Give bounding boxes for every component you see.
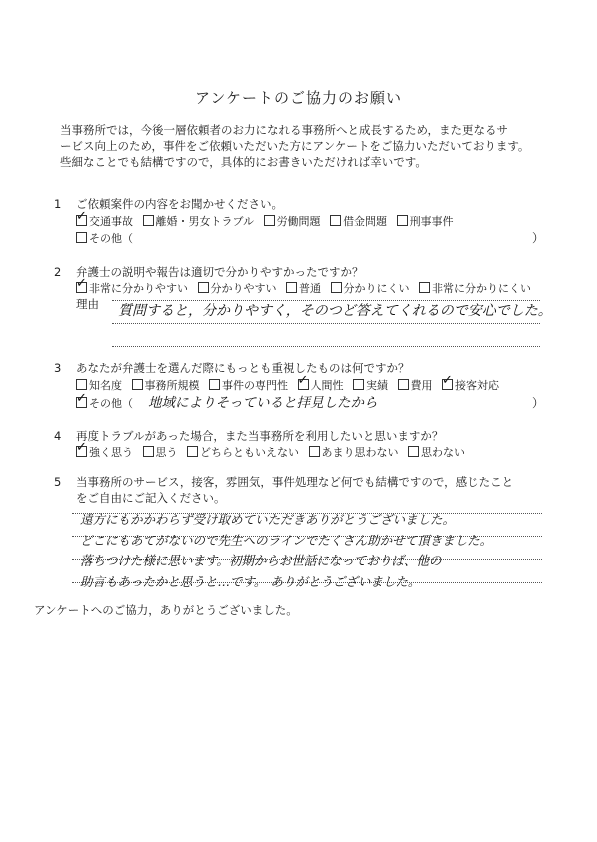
intro-line-1: 当事務所では，今後一層依頼者のお力になれる事務所へと成長するため，また更なるサ — [60, 123, 509, 137]
page-title: アンケートのご協力のお願い — [194, 89, 403, 107]
q3-option-3[interactable]: 事件の専門性 — [209, 377, 288, 393]
q3-option-5[interactable]: 実績 — [353, 377, 388, 393]
dotted-line — [112, 346, 540, 347]
checkbox-checked[interactable] — [76, 215, 87, 226]
q2-option-1[interactable]: ✓非常に分かりやすい — [76, 280, 188, 296]
checkbox[interactable] — [143, 446, 154, 457]
q2-option-3[interactable]: 普通 — [286, 280, 321, 296]
checkbox[interactable] — [397, 215, 408, 226]
q1-option-4[interactable]: 借金問題 — [330, 213, 387, 229]
q3-other[interactable]: ✓その他（ — [76, 395, 133, 411]
checkbox[interactable] — [187, 446, 198, 457]
q2-number: 2 — [54, 265, 62, 279]
q5-number: 5 — [54, 475, 62, 489]
q3-option-4[interactable]: ✓ 人間性 — [298, 377, 344, 393]
q1-options — [76, 213, 460, 229]
q4-option-1[interactable]: ✓強く思う — [76, 444, 133, 460]
checkbox-checked[interactable] — [298, 379, 309, 390]
checkbox-checked[interactable] — [76, 446, 87, 457]
q5-text — [76, 474, 513, 506]
q2-option-2[interactable]: 分かりやすい — [198, 280, 277, 296]
q1-option-5[interactable]: 刑事事件 — [397, 213, 454, 229]
checkbox[interactable] — [198, 282, 209, 293]
q5-handwritten-line-1: 遠方にもかかわらず受け取めていただきありがとうございました。 — [80, 512, 456, 527]
q3-number: 3 — [54, 361, 62, 375]
checkbox[interactable] — [76, 232, 87, 243]
q2-options — [76, 280, 537, 296]
q4-option-4[interactable]: あまり思わない — [309, 444, 399, 460]
checkbox[interactable] — [331, 282, 342, 293]
q3-option-6[interactable]: 費用 — [398, 377, 433, 393]
q3-text: あなたが弁護士を選んだ際にもっとも重視したものは何ですか？ — [76, 361, 410, 375]
checkbox-checked[interactable] — [76, 282, 87, 293]
q2-reason-label: 理由 — [76, 297, 99, 311]
q3-option-2[interactable]: 事務所規模 — [132, 377, 200, 393]
q4-option-3[interactable]: どちらともいえない — [187, 444, 299, 460]
q2-option-4[interactable]: 分かりにくい — [331, 280, 410, 296]
q2-text: 弁護士の説明や報告は適切で分かりやすかったですか？ — [76, 265, 364, 279]
q5-handwritten-line-3: 落ちつけた様に思います。初期からお世話になっておりば、他の — [80, 553, 442, 568]
q3-other-handwritten: 地域によりそっていると拝見したから — [148, 395, 378, 411]
intro-line-2: ービス向上のため，事件をご依頼いただいた方にアンケートをご協力いただいております。 — [60, 139, 530, 153]
q5-handwritten-line-4: 助言もあったかと思うと…です。 ありがとうございました。 — [80, 574, 421, 589]
q4-number: 4 — [54, 429, 62, 443]
checkbox[interactable] — [408, 446, 419, 457]
intro-line-3: 些細なことでも結構ですので，具体的にお書きいただければ幸いです。 — [60, 155, 427, 169]
q2-option-5[interactable]: 非常に分かりにくい — [419, 280, 531, 296]
q5-text-line-2: をご自由にご記入ください。 — [76, 491, 226, 505]
q5-handwritten-line-2: どこにもあてがないので先生へのラインでたくさん助かせて頂きました。 — [80, 533, 493, 548]
checkbox[interactable] — [209, 379, 220, 390]
q3-option-1[interactable]: 知名度 — [76, 377, 122, 393]
q5-text-line-1: 当事務所のサービス，接客，雰囲気，事件処理など何でも結構ですので，感じたこと — [76, 475, 514, 489]
checkbox[interactable] — [419, 282, 430, 293]
q4-option-2[interactable]: 思う — [143, 444, 178, 460]
q1-text: ご依頼案件の内容をお聞かせください。 — [76, 197, 283, 211]
q2-reason-handwritten: 質問すると，分かりやすく，そのつど答えてくれるので安心でした。 — [118, 303, 552, 319]
q4-options — [76, 444, 471, 460]
checkbox[interactable] — [309, 446, 320, 457]
q1-option-2[interactable]: 離婚・男女トラブル — [143, 213, 255, 229]
checkbox[interactable] — [132, 379, 143, 390]
checkbox[interactable] — [264, 215, 275, 226]
dotted-line — [112, 323, 540, 324]
intro-text — [60, 122, 560, 170]
checkbox[interactable] — [143, 215, 154, 226]
checkbox-checked[interactable] — [76, 397, 87, 408]
closing-text: アンケートへのご協力，ありがとうございました。 — [34, 603, 298, 617]
checkbox[interactable] — [286, 282, 297, 293]
q1-option-3[interactable]: 労働問題 — [264, 213, 321, 229]
checkbox[interactable] — [330, 215, 341, 226]
q1-number: 1 — [54, 197, 62, 211]
q1-other[interactable]: その他（ — [76, 230, 133, 246]
q3-option-7[interactable]: ✓ 接客対応 — [442, 377, 499, 393]
q3-close-paren: ） — [532, 396, 545, 410]
q1-close-paren: ） — [532, 231, 545, 245]
checkbox[interactable] — [76, 379, 87, 390]
q1-option-1[interactable]: ✓交通事故 — [76, 213, 133, 229]
q4-option-5[interactable]: 思わない — [408, 444, 465, 460]
checkbox[interactable] — [353, 379, 364, 390]
checkbox-checked[interactable] — [442, 379, 453, 390]
q4-text: 再度トラブルがあった場合，また当事務所を利用したいと思いますか？ — [76, 429, 444, 443]
checkbox[interactable] — [398, 379, 409, 390]
